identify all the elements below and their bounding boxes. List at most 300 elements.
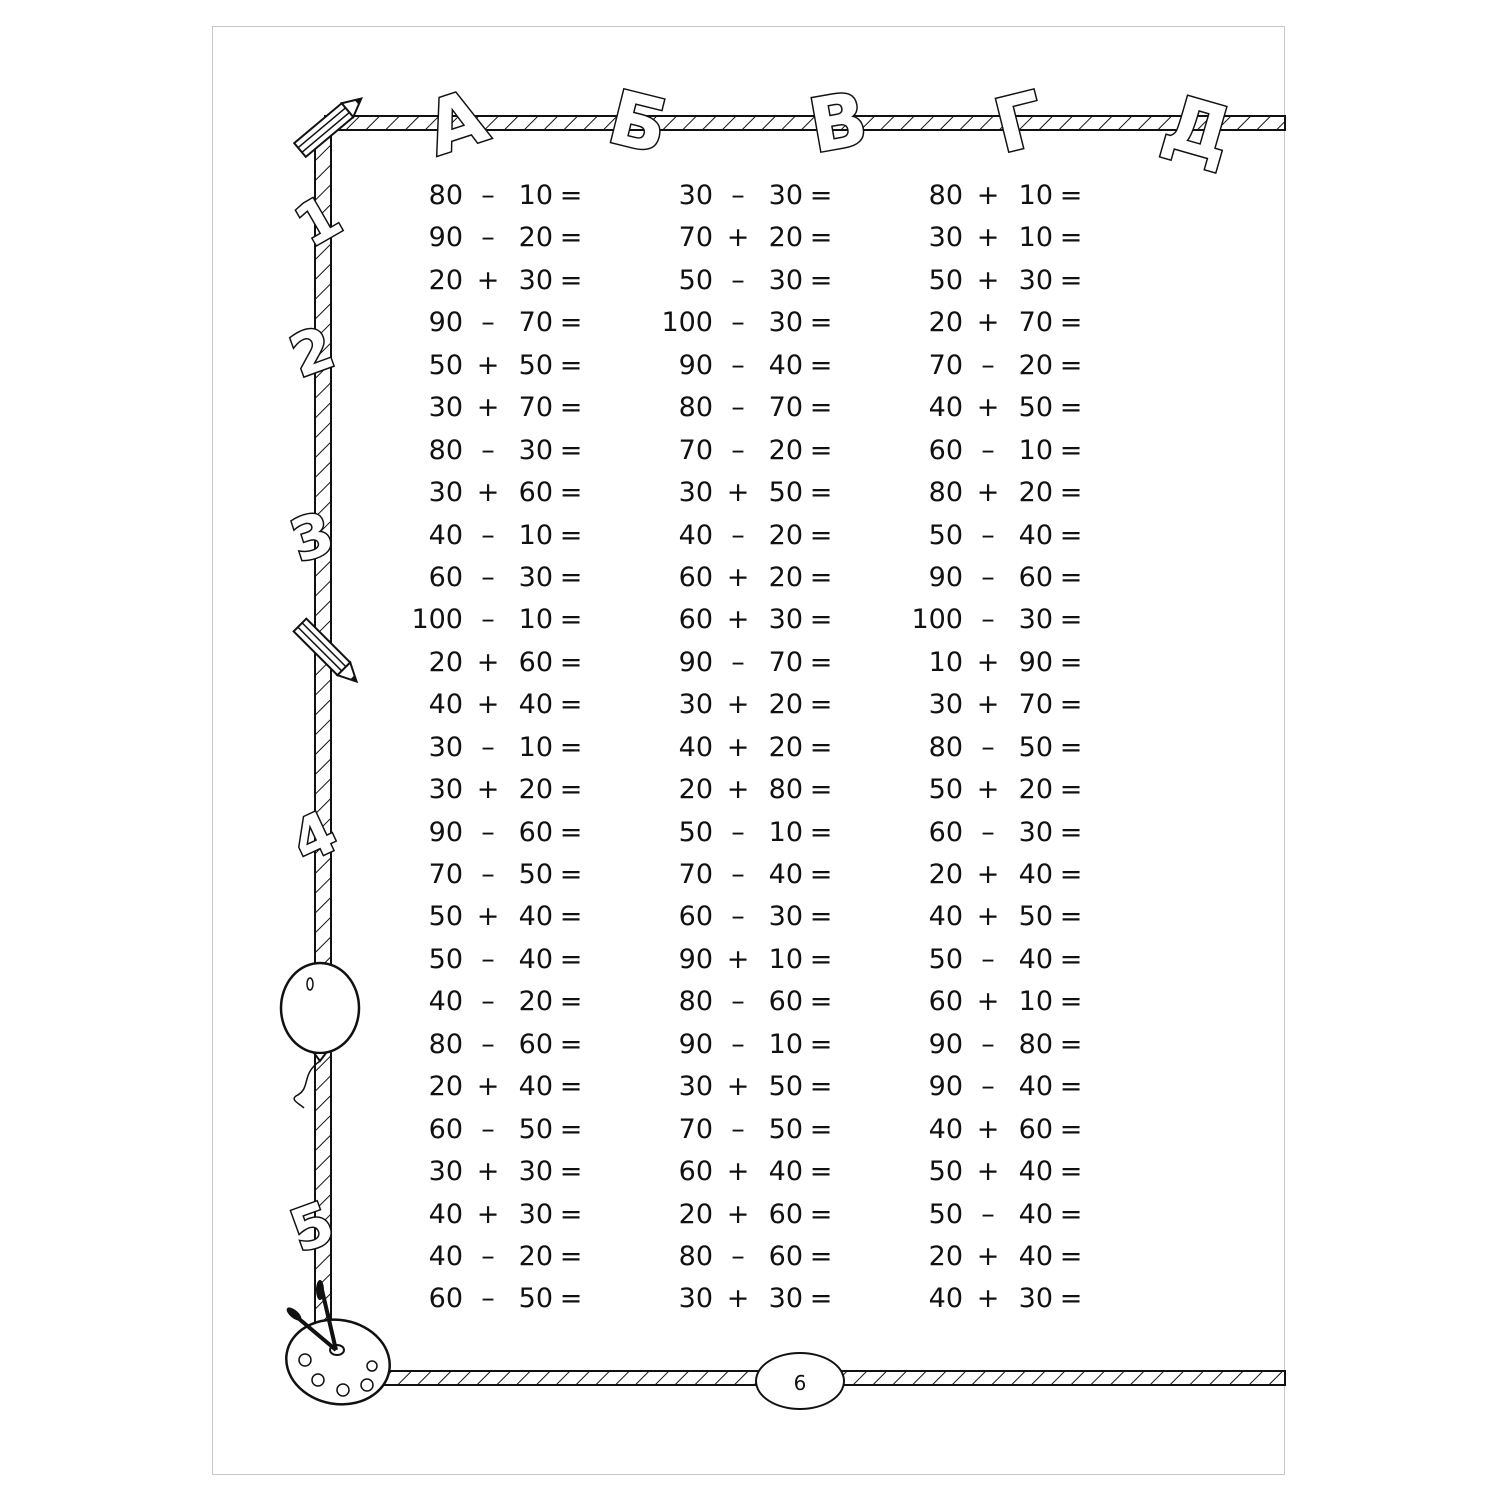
operand-b: 40: [1018, 519, 1053, 551]
operand-a: 90: [678, 1028, 713, 1060]
operator: –: [981, 519, 995, 551]
operator: –: [731, 180, 745, 211]
operand-a: 40: [428, 689, 463, 721]
operator: +: [976, 1156, 1000, 1188]
operand-a: 40: [928, 901, 963, 933]
equals-sign: =: [559, 1198, 583, 1230]
operator: +: [976, 859, 1000, 890]
operator: +: [976, 1283, 1000, 1315]
operator: –: [481, 1240, 495, 1272]
operand-b: 20: [518, 222, 553, 254]
operator: +: [476, 774, 500, 806]
equals-sign: =: [1059, 859, 1083, 890]
operand-a: 100: [661, 307, 713, 339]
operand-a: 80: [428, 180, 463, 211]
operand-a: 70: [678, 434, 713, 466]
equals-sign: =: [809, 986, 833, 1018]
operand-b: 40: [1018, 943, 1053, 975]
operand-b: 40: [518, 1071, 553, 1103]
operand-b: 10: [518, 519, 553, 551]
side-number-4: 4: [281, 797, 347, 877]
operand-b: 30: [1018, 816, 1053, 848]
operator: –: [731, 816, 745, 848]
equals-sign: =: [1059, 434, 1083, 466]
operand-b: 40: [518, 943, 553, 975]
equals-sign: =: [559, 392, 583, 424]
equals-sign: =: [559, 519, 583, 551]
operator: +: [976, 477, 1000, 509]
operator: –: [731, 519, 745, 551]
operand-b: 60: [1018, 1113, 1053, 1145]
paint-palette-icon: [279, 1280, 396, 1412]
column-letter-b: Б: [600, 74, 676, 172]
equals-sign: =: [1059, 1113, 1083, 1145]
equals-sign: =: [809, 1156, 833, 1188]
operand-b: 10: [768, 816, 803, 848]
operator: +: [976, 264, 1000, 296]
operand-a: 20: [928, 1240, 963, 1272]
operator: –: [731, 986, 745, 1018]
operator: +: [476, 901, 500, 933]
operator: –: [481, 434, 495, 466]
operand-b: 40: [768, 349, 803, 381]
operand-b: 80: [768, 774, 803, 806]
column-letter-a: А: [416, 73, 498, 173]
operand-a: 50: [928, 943, 963, 975]
equals-sign: =: [559, 646, 583, 678]
operand-b: 20: [768, 689, 803, 721]
operand-b: 50: [1018, 731, 1053, 763]
operand-b: 30: [518, 434, 553, 466]
operand-b: 60: [518, 646, 553, 678]
operator: –: [981, 561, 995, 593]
operator: +: [976, 307, 1000, 339]
equals-sign: =: [809, 816, 833, 848]
operator: –: [731, 264, 745, 296]
operator: –: [731, 901, 745, 933]
operand-b: 70: [1018, 689, 1053, 721]
operand-b: 40: [518, 689, 553, 721]
operand-b: 20: [768, 561, 803, 593]
equals-sign: =: [1059, 986, 1083, 1018]
equals-sign: =: [809, 561, 833, 593]
operator: +: [976, 646, 1000, 678]
operand-a: 90: [678, 943, 713, 975]
operand-a: 60: [428, 561, 463, 593]
equals-sign: =: [559, 816, 583, 848]
operand-a: 40: [928, 1283, 963, 1315]
operand-a: 20: [678, 774, 713, 806]
equals-sign: =: [809, 392, 833, 424]
operand-b: 50: [518, 1113, 553, 1145]
operand-a: 30: [928, 689, 963, 721]
operator: +: [726, 1283, 750, 1315]
equals-sign: =: [559, 222, 583, 254]
operand-a: 30: [428, 731, 463, 763]
operator: –: [481, 859, 495, 890]
equals-sign: =: [1059, 349, 1083, 381]
equals-sign: =: [1059, 1240, 1083, 1272]
operand-a: 30: [928, 222, 963, 254]
equals-sign: =: [809, 604, 833, 636]
operand-b: 70: [518, 307, 553, 339]
operand-a: 50: [928, 774, 963, 806]
operand-b: 20: [1018, 349, 1053, 381]
operand-a: 80: [928, 477, 963, 509]
equals-sign: =: [559, 1071, 583, 1103]
operator: +: [726, 604, 750, 636]
equals-sign: =: [809, 1028, 833, 1060]
equals-sign: =: [809, 943, 833, 975]
operand-a: 60: [678, 1156, 713, 1188]
equals-sign: =: [559, 1156, 583, 1188]
equals-sign: =: [559, 859, 583, 890]
equals-sign: =: [559, 434, 583, 466]
operator: –: [731, 646, 745, 678]
operator: +: [476, 392, 500, 424]
operand-b: 70: [768, 646, 803, 678]
operand-b: 10: [518, 604, 553, 636]
operator: +: [976, 689, 1000, 721]
operand-a: 30: [678, 689, 713, 721]
operand-a: 50: [428, 943, 463, 975]
operator: –: [981, 731, 995, 763]
operand-a: 10: [928, 646, 963, 678]
equals-sign: =: [1059, 264, 1083, 296]
operator: –: [481, 1283, 495, 1315]
operand-b: 10: [768, 943, 803, 975]
side-number-2: 2: [281, 313, 343, 391]
operator: –: [731, 859, 745, 890]
side-number-3: 3: [282, 498, 342, 576]
equals-sign: =: [1059, 774, 1083, 806]
equals-sign: =: [559, 1283, 583, 1315]
operand-a: 20: [928, 859, 963, 890]
operator: +: [976, 222, 1000, 254]
operator: +: [476, 689, 500, 721]
operand-b: 30: [1018, 1283, 1053, 1315]
operand-a: 30: [428, 1156, 463, 1188]
operand-a: 40: [428, 986, 463, 1018]
operand-b: 70: [768, 392, 803, 424]
operand-a: 30: [678, 477, 713, 509]
operator: +: [476, 646, 500, 678]
equals-sign: =: [1059, 689, 1083, 721]
operator: –: [731, 1028, 745, 1060]
operand-b: 30: [768, 180, 803, 211]
operand-a: 30: [428, 392, 463, 424]
operand-a: 80: [678, 986, 713, 1018]
equals-sign: =: [809, 901, 833, 933]
operator: –: [481, 180, 495, 211]
operand-a: 90: [928, 561, 963, 593]
operand-a: 70: [428, 859, 463, 890]
operand-b: 20: [518, 774, 553, 806]
operator: +: [476, 477, 500, 509]
operand-b: 40: [1018, 1198, 1053, 1230]
operator: +: [476, 349, 500, 381]
operand-a: 90: [928, 1028, 963, 1060]
operator: +: [976, 901, 1000, 933]
operand-a: 60: [678, 901, 713, 933]
equals-sign: =: [1059, 477, 1083, 509]
operator: +: [476, 264, 500, 296]
operand-b: 30: [518, 1198, 553, 1230]
equals-sign: =: [809, 689, 833, 721]
operator: –: [481, 986, 495, 1018]
operator: +: [476, 1198, 500, 1230]
operand-b: 50: [768, 1113, 803, 1145]
operand-b: 40: [1018, 859, 1053, 890]
equals-sign: =: [1059, 1198, 1083, 1230]
operand-b: 60: [1018, 561, 1053, 593]
equals-sign: =: [559, 943, 583, 975]
operand-b: 60: [518, 1028, 553, 1060]
operand-b: 50: [518, 859, 553, 890]
operator: +: [476, 1156, 500, 1188]
operand-b: 40: [1018, 1071, 1053, 1103]
operator: –: [731, 392, 745, 424]
operator: –: [981, 349, 995, 381]
operator: +: [726, 1156, 750, 1188]
equals-sign: =: [559, 731, 583, 763]
operand-a: 70: [678, 859, 713, 890]
operand-a: 80: [928, 180, 963, 211]
equals-sign: =: [1059, 307, 1083, 339]
equals-sign: =: [559, 689, 583, 721]
operand-a: 100: [411, 604, 463, 636]
equals-sign: =: [1059, 943, 1083, 975]
side-number-1: 1: [283, 181, 353, 261]
operand-a: 30: [428, 477, 463, 509]
operand-a: 40: [428, 1198, 463, 1230]
operand-a: 60: [928, 434, 963, 466]
operand-b: 50: [768, 1071, 803, 1103]
operand-b: 70: [1018, 307, 1053, 339]
operand-b: 30: [1018, 604, 1053, 636]
operand-b: 50: [1018, 392, 1053, 424]
operand-b: 20: [768, 731, 803, 763]
operand-a: 40: [428, 519, 463, 551]
operand-a: 60: [428, 1113, 463, 1145]
operand-a: 50: [428, 349, 463, 381]
operand-b: 30: [768, 264, 803, 296]
equals-sign: =: [1059, 1071, 1083, 1103]
operand-b: 60: [768, 1240, 803, 1272]
operator: +: [976, 392, 1000, 424]
operand-a: 30: [678, 180, 713, 211]
equals-sign: =: [559, 901, 583, 933]
equals-sign: =: [559, 264, 583, 296]
equals-sign: =: [809, 731, 833, 763]
operand-b: 40: [1018, 1240, 1053, 1272]
equals-sign: =: [809, 1198, 833, 1230]
operand-b: 20: [1018, 477, 1053, 509]
operator: +: [976, 1113, 1000, 1145]
operand-a: 70: [928, 349, 963, 381]
operator: –: [481, 307, 495, 339]
operand-a: 30: [678, 1283, 713, 1315]
operand-a: 80: [678, 1240, 713, 1272]
equals-sign: =: [1059, 1028, 1083, 1060]
equals-sign: =: [559, 1113, 583, 1145]
operand-a: 80: [678, 392, 713, 424]
operand-b: 30: [518, 264, 553, 296]
equals-sign: =: [809, 646, 833, 678]
operator: –: [731, 1240, 745, 1272]
equals-sign: =: [559, 604, 583, 636]
operand-a: 90: [678, 646, 713, 678]
operand-b: 40: [1018, 1156, 1053, 1188]
operand-b: 10: [518, 731, 553, 763]
operand-b: 50: [518, 349, 553, 381]
equals-sign: =: [809, 434, 833, 466]
operand-a: 40: [678, 731, 713, 763]
operand-b: 50: [768, 477, 803, 509]
operand-b: 10: [1018, 434, 1053, 466]
operand-a: 50: [928, 1156, 963, 1188]
operator: –: [981, 604, 995, 636]
equals-sign: =: [559, 774, 583, 806]
operator: –: [981, 1071, 995, 1103]
equals-sign: =: [809, 1283, 833, 1315]
operand-b: 40: [518, 901, 553, 933]
operand-b: 90: [1018, 646, 1053, 678]
equals-sign: =: [559, 477, 583, 509]
operator: –: [481, 561, 495, 593]
operand-b: 30: [518, 1156, 553, 1188]
operand-a: 50: [928, 264, 963, 296]
operand-b: 10: [768, 1028, 803, 1060]
operand-a: 90: [428, 307, 463, 339]
operand-b: 50: [1018, 901, 1053, 933]
equals-sign: =: [809, 1071, 833, 1103]
equals-sign: =: [809, 774, 833, 806]
equals-sign: =: [1059, 519, 1083, 551]
column-letter-v: В: [802, 75, 874, 171]
operator: +: [976, 180, 1000, 211]
operand-b: 70: [518, 392, 553, 424]
operand-b: 30: [518, 561, 553, 593]
equals-sign: =: [559, 986, 583, 1018]
operator: +: [726, 1071, 750, 1103]
equals-sign: =: [809, 349, 833, 381]
operand-a: 80: [928, 731, 963, 763]
operand-b: 60: [768, 986, 803, 1018]
operand-a: 60: [678, 561, 713, 593]
operand-a: 40: [928, 1113, 963, 1145]
operand-a: 60: [678, 604, 713, 636]
operand-b: 30: [768, 901, 803, 933]
operand-a: 30: [428, 774, 463, 806]
equals-sign: =: [1059, 180, 1083, 211]
operator: –: [481, 816, 495, 848]
equals-sign: =: [809, 477, 833, 509]
operator: +: [726, 731, 750, 763]
operator: –: [981, 434, 995, 466]
operand-a: 50: [678, 816, 713, 848]
operator: –: [481, 1028, 495, 1060]
operand-b: 30: [768, 604, 803, 636]
equals-sign: =: [1059, 604, 1083, 636]
equals-sign: =: [1059, 731, 1083, 763]
operand-a: 30: [678, 1071, 713, 1103]
operator: +: [726, 1198, 750, 1230]
operator: –: [481, 604, 495, 636]
operand-b: 10: [518, 180, 553, 211]
operator: +: [476, 1071, 500, 1103]
operator: –: [481, 1113, 495, 1145]
column-letter-d: Д: [1154, 78, 1242, 180]
operator: –: [981, 943, 995, 975]
equals-sign: =: [1059, 561, 1083, 593]
operator: +: [976, 986, 1000, 1018]
operand-a: 100: [911, 604, 963, 636]
equals-sign: =: [559, 561, 583, 593]
operand-b: 40: [768, 1156, 803, 1188]
equals-sign: =: [809, 1113, 833, 1145]
operand-b: 30: [1018, 264, 1053, 296]
operator: –: [481, 731, 495, 763]
operand-a: 20: [428, 646, 463, 678]
operand-a: 90: [928, 1071, 963, 1103]
equals-sign: =: [809, 859, 833, 890]
operand-a: 60: [928, 986, 963, 1018]
operand-a: 20: [428, 1071, 463, 1103]
operand-b: 60: [518, 816, 553, 848]
equals-sign: =: [559, 180, 583, 211]
operand-b: 10: [1018, 222, 1053, 254]
equals-sign: =: [809, 222, 833, 254]
equals-sign: =: [1059, 392, 1083, 424]
operator: –: [731, 349, 745, 381]
equals-sign: =: [1059, 816, 1083, 848]
equals-sign: =: [1059, 1283, 1083, 1315]
operand-a: 50: [928, 519, 963, 551]
operand-b: 30: [768, 307, 803, 339]
equals-sign: =: [809, 180, 833, 211]
operand-a: 70: [678, 222, 713, 254]
equals-sign: =: [809, 519, 833, 551]
operand-b: 60: [768, 1198, 803, 1230]
operator: +: [726, 943, 750, 975]
operand-b: 10: [1018, 180, 1053, 211]
operator: +: [976, 1240, 1000, 1272]
operand-a: 90: [428, 222, 463, 254]
operand-a: 90: [678, 349, 713, 381]
operand-b: 50: [518, 1283, 553, 1315]
operand-b: 40: [768, 859, 803, 890]
operand-b: 20: [518, 986, 553, 1018]
operand-b: 30: [768, 1283, 803, 1315]
operand-a: 20: [678, 1198, 713, 1230]
operator: +: [726, 477, 750, 509]
equals-sign: =: [1059, 222, 1083, 254]
operator: +: [726, 222, 750, 254]
equals-sign: =: [559, 307, 583, 339]
operand-a: 50: [428, 901, 463, 933]
operator: –: [731, 1113, 745, 1145]
operand-b: 20: [1018, 774, 1053, 806]
operator: –: [731, 307, 745, 339]
operand-a: 80: [428, 1028, 463, 1060]
equals-sign: =: [809, 264, 833, 296]
operand-b: 20: [768, 434, 803, 466]
side-number-5: 5: [281, 1188, 343, 1266]
operand-a: 20: [428, 264, 463, 296]
operand-a: 50: [928, 1198, 963, 1230]
operand-b: 60: [518, 477, 553, 509]
